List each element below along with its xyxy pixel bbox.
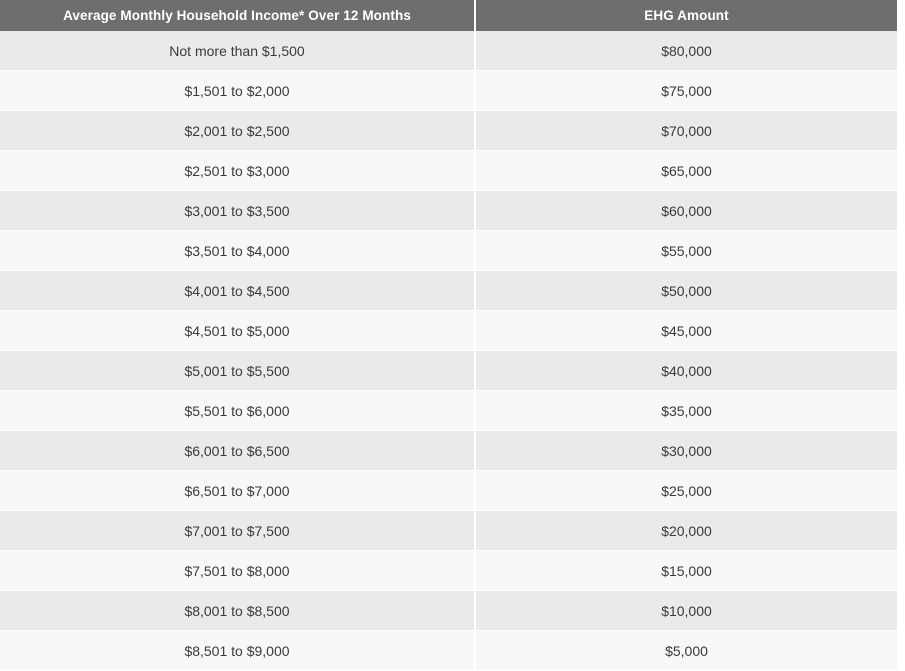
cell-ehg-amount: $40,000 — [475, 351, 897, 391]
table-row — [0, 511, 897, 551]
table-row — [0, 271, 897, 311]
cell-income-band: $6,501 to $7,000 — [0, 471, 475, 511]
cell-ehg-amount: $75,000 — [475, 71, 897, 111]
table-row — [0, 231, 897, 271]
table-row — [0, 551, 897, 591]
table-row — [0, 151, 897, 191]
table-header — [0, 0, 897, 31]
cell-ehg-amount: $50,000 — [475, 271, 897, 311]
cell-income-band: $7,001 to $7,500 — [0, 511, 475, 551]
table-row — [0, 391, 897, 431]
table-header-row — [0, 0, 897, 31]
cell-income-band: $4,501 to $5,000 — [0, 311, 475, 351]
cell-ehg-amount: $5,000 — [475, 631, 897, 671]
table-row — [0, 471, 897, 511]
table-row — [0, 111, 897, 151]
cell-ehg-amount: $10,000 — [475, 591, 897, 631]
table-row — [0, 351, 897, 391]
cell-income-band: $7,501 to $8,000 — [0, 551, 475, 591]
cell-income-band: $2,501 to $3,000 — [0, 151, 475, 191]
cell-income-band: $3,001 to $3,500 — [0, 191, 475, 231]
cell-income-band: $4,001 to $4,500 — [0, 271, 475, 311]
table-body — [0, 31, 897, 671]
cell-income-band: $5,501 to $6,000 — [0, 391, 475, 431]
cell-ehg-amount: $25,000 — [475, 471, 897, 511]
column-header-ehg-amount: EHG Amount — [475, 0, 897, 31]
cell-income-band: $8,501 to $9,000 — [0, 631, 475, 671]
table-row — [0, 31, 897, 71]
cell-income-band: $6,001 to $6,500 — [0, 431, 475, 471]
table-row — [0, 191, 897, 231]
cell-ehg-amount: $35,000 — [475, 391, 897, 431]
cell-ehg-amount: $30,000 — [475, 431, 897, 471]
cell-income-band: $2,001 to $2,500 — [0, 111, 475, 151]
cell-ehg-amount: $80,000 — [475, 31, 897, 71]
cell-income-band: Not more than $1,500 — [0, 31, 475, 71]
cell-ehg-amount: $70,000 — [475, 111, 897, 151]
cell-ehg-amount: $60,000 — [475, 191, 897, 231]
cell-income-band: $1,501 to $2,000 — [0, 71, 475, 111]
cell-ehg-amount: $15,000 — [475, 551, 897, 591]
cell-ehg-amount: $20,000 — [475, 511, 897, 551]
column-header-income: Average Monthly Household Income* Over 12 Months — [0, 0, 475, 31]
table-row — [0, 311, 897, 351]
cell-ehg-amount: $65,000 — [475, 151, 897, 191]
cell-income-band: $5,001 to $5,500 — [0, 351, 475, 391]
cell-ehg-amount: $55,000 — [475, 231, 897, 271]
table-row — [0, 71, 897, 111]
cell-income-band: $3,501 to $4,000 — [0, 231, 475, 271]
table-row — [0, 631, 897, 671]
cell-income-band: $8,001 to $8,500 — [0, 591, 475, 631]
table-row — [0, 431, 897, 471]
cell-ehg-amount: $45,000 — [475, 311, 897, 351]
table-row — [0, 591, 897, 631]
